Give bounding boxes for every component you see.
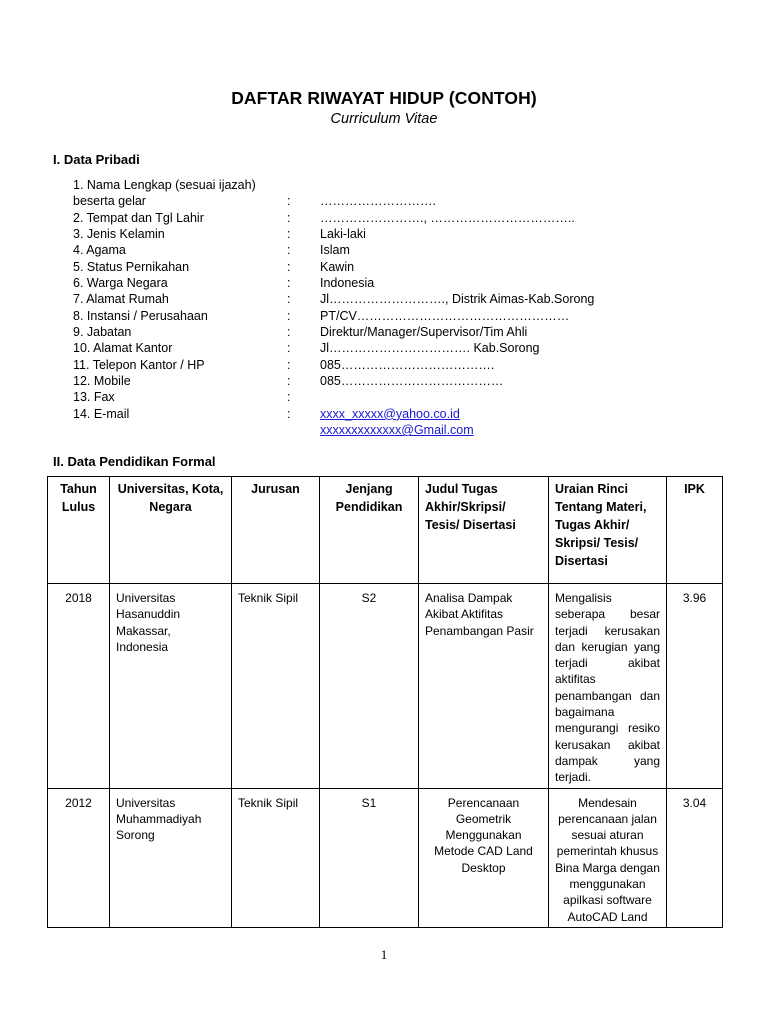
field-value: Laki-laki — [320, 227, 366, 242]
field-label: 5. Status Pernikahan — [73, 259, 190, 274]
field-row — [73, 193, 713, 209]
field-row — [73, 291, 713, 307]
field-label: 6. Warga Negara — [73, 276, 168, 291]
field-value: Direktur/Manager/Supervisor/Tim Ahli — [320, 325, 528, 340]
field-value: 085………………………………. — [320, 357, 495, 372]
section-heading-personal: I. Data Pribadi — [53, 152, 140, 167]
field-value: Islam — [320, 243, 350, 258]
field-row — [73, 177, 713, 193]
field-separator: : — [287, 341, 291, 356]
field-label: 4. Agama — [73, 243, 126, 258]
field-label: 3. Jenis Kelamin — [73, 227, 165, 242]
field-separator: : — [287, 194, 291, 209]
cell-uraian: Mengalisis seberapa besar terjadi kerusakan dan kerugian yang terjadi akibat aktifitas penambangan dan bagaimana mengurangi resiko kerusakan akibat dampak yang terjadi. — [549, 584, 667, 789]
field-row — [73, 406, 713, 422]
cell-tahun: 2018 — [48, 584, 110, 789]
education-table — [47, 476, 723, 928]
field-label: 7. Alamat Rumah — [73, 292, 169, 307]
cell-tahun: 2012 — [48, 788, 110, 927]
field-row — [73, 357, 713, 373]
cell-uraian: Mendesain perencanaan jalan sesuai aturan pemerintah khusus Bina Marga dengan menggunakan apilkasi software AutoCAD Land — [549, 788, 667, 927]
column-header-tahun: Tahun Lulus — [48, 477, 110, 584]
field-label: 2. Tempat dan Tgl Lahir — [73, 210, 204, 225]
field-separator: : — [287, 292, 291, 307]
cell-jenjang: S2 — [320, 584, 419, 789]
column-header-jurusan: Jurusan — [232, 477, 320, 584]
email-link-gmail[interactable]: xxxxxxxxxxxxx@Gmail.com — [320, 423, 474, 438]
column-header-jenjang: Jenjang Pendidikan — [320, 477, 419, 584]
column-header-ipk: IPK — [667, 477, 723, 584]
field-row — [73, 275, 713, 291]
field-row — [73, 389, 713, 405]
field-label: 14. E-mail — [73, 406, 130, 421]
field-value: Jl……………………………. Kab.Sorong — [320, 341, 540, 356]
field-separator: : — [287, 406, 291, 421]
field-row — [73, 373, 713, 389]
page-number: 1 — [380, 947, 388, 962]
email-link-yahoo[interactable]: xxxx_xxxxx@yahoo.co.id — [320, 406, 460, 421]
field-label: 8. Instansi / Perusahaan — [73, 308, 208, 323]
field-row — [73, 340, 713, 356]
field-value: ………………………. — [320, 194, 436, 209]
cell-universitas: Universitas Hasanuddin Makassar, Indonesia — [110, 584, 232, 789]
field-row — [73, 259, 713, 275]
table-row — [48, 788, 723, 927]
field-value: ……………………., …………………………….. — [320, 210, 575, 225]
column-header-judul: Judul Tugas Akhir/Skripsi/ Tesis/ Disertasi — [419, 477, 549, 584]
field-row — [73, 308, 713, 324]
cell-judul: Analisa Dampak Akibat Aktifitas Penambangan Pasir — [419, 584, 549, 789]
field-row — [73, 324, 713, 340]
field-separator: : — [287, 227, 291, 242]
field-separator: : — [287, 325, 291, 340]
field-value: Jl………………………., Distrik Aimas-Kab.Sorong — [320, 292, 595, 307]
field-row — [73, 422, 713, 438]
cell-universitas: Universitas Muhammadiyah Sorong — [110, 788, 232, 927]
document-subtitle: Curriculum Vitae — [330, 111, 438, 127]
field-label: 9. Jabatan — [73, 325, 132, 340]
column-header-uraian: Uraian Rinci Tentang Materi, Tugas Akhir/ Skripsi/ Tesis/ Disertasi — [549, 477, 667, 584]
field-separator: : — [287, 374, 291, 389]
cell-jenjang: S1 — [320, 788, 419, 927]
field-label: 10. Alamat Kantor — [73, 341, 173, 356]
column-header-universitas: Universitas, Kota, Negara — [110, 477, 232, 584]
personal-data-list — [73, 177, 713, 439]
field-row — [73, 210, 713, 226]
field-label: 13. Fax — [73, 390, 115, 405]
field-value: Indonesia — [320, 276, 375, 291]
field-separator: : — [287, 276, 291, 291]
cell-ipk: 3.04 — [667, 788, 723, 927]
section-heading-education: II. Data Pendidikan Formal — [53, 454, 216, 469]
cell-judul: Perencanaan Geometrik Menggunakan Metode CAD Land Desktop — [419, 788, 549, 927]
field-value: Kawin — [320, 259, 355, 274]
table-row — [48, 584, 723, 789]
field-row — [73, 242, 713, 258]
field-value: PT/CV…………………………………………… — [320, 308, 570, 323]
field-separator: : — [287, 259, 291, 274]
cell-jurusan: Teknik Sipil — [232, 584, 320, 789]
field-label: 12. Mobile — [73, 374, 131, 389]
cell-ipk: 3.96 — [667, 584, 723, 789]
field-separator: : — [287, 308, 291, 323]
table-header-row — [48, 477, 723, 584]
document-title: DAFTAR RIWAYAT HIDUP (CONTOH) — [231, 88, 537, 108]
field-label: beserta gelar — [73, 194, 146, 209]
field-separator: : — [287, 243, 291, 258]
cell-jurusan: Teknik Sipil — [232, 788, 320, 927]
field-separator: : — [287, 390, 291, 405]
field-label: 1. Nama Lengkap (sesuai ijazah) — [73, 178, 256, 192]
field-row — [73, 226, 713, 242]
field-value: 085………………………………… — [320, 374, 504, 389]
field-separator: : — [287, 357, 291, 372]
field-label: 11. Telepon Kantor / HP — [73, 357, 205, 372]
field-separator: : — [287, 210, 291, 225]
